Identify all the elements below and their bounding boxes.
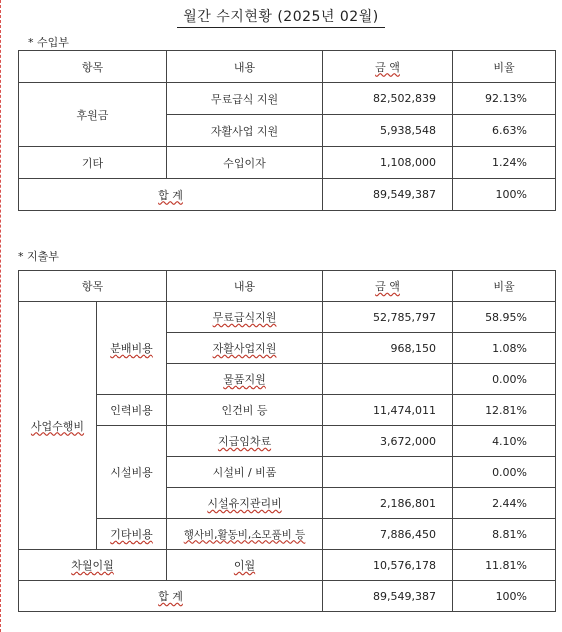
row-content: 시설비 / 비품 [167, 457, 323, 488]
subcategory-distribution: 분배비용 [97, 302, 167, 395]
table-row [19, 302, 556, 333]
row-amount [323, 364, 453, 395]
income-section-label: * 수입부 [28, 36, 69, 49]
row-content: 시설유지관리비 [167, 488, 323, 519]
row-content: 무료급식지원 [167, 302, 323, 333]
row-content: 지급임차료 [167, 426, 323, 457]
row-amount: 10,576,178 [323, 550, 453, 581]
row-amount: 2,186,801 [323, 488, 453, 519]
expense-header-row [19, 271, 556, 302]
row-ratio: 58.95% [453, 302, 556, 333]
row-content: 물품지원 [167, 364, 323, 395]
expense-total-row [19, 581, 556, 612]
row-ratio: 0.00% [453, 457, 556, 488]
row-amount: 5,938,548 [323, 115, 453, 147]
header-item: 항목 [19, 271, 167, 302]
header-ratio: 비율 [453, 271, 556, 302]
total-label: 합 계 [19, 179, 323, 211]
row-content: 자활사업 지원 [167, 115, 323, 147]
total-ratio: 100% [453, 581, 556, 612]
row-content: 인건비 등 [167, 395, 323, 426]
total-amount: 89,549,387 [323, 581, 453, 612]
header-content: 내용 [167, 271, 323, 302]
row-content: 수입이자 [167, 147, 323, 179]
header-content: 내용 [167, 51, 323, 83]
subcategory-other: 기타비용 [97, 519, 167, 550]
row-content: 행사비,활동비,소모품비 등 [167, 519, 323, 550]
row-ratio: 12.81% [453, 395, 556, 426]
row-amount: 82,502,839 [323, 83, 453, 115]
income-table [18, 50, 556, 211]
expense-table [18, 270, 556, 612]
row-item: 기타 [19, 147, 167, 179]
row-amount: 52,785,797 [323, 302, 453, 333]
page-edge-guide [0, 0, 1, 632]
table-row [19, 550, 556, 581]
row-amount: 968,150 [323, 333, 453, 364]
table-row [19, 426, 556, 457]
row-ratio: 1.24% [453, 147, 556, 179]
row-ratio: 11.81% [453, 550, 556, 581]
row-ratio: 4.10% [453, 426, 556, 457]
row-content: 자활사업지원 [167, 333, 323, 364]
table-row [19, 147, 556, 179]
row-content: 무료급식 지원 [167, 83, 323, 115]
row-amount [323, 457, 453, 488]
subcategory-facility: 시설비용 [97, 426, 167, 519]
row-amount: 11,474,011 [323, 395, 453, 426]
table-row [19, 395, 556, 426]
total-amount: 89,549,387 [323, 179, 453, 211]
expense-section-label: * 지출부 [18, 250, 59, 263]
row-item: 차월이월 [19, 550, 167, 581]
header-ratio: 비율 [453, 51, 556, 83]
header-item: 항목 [19, 51, 167, 83]
total-ratio: 100% [453, 179, 556, 211]
row-ratio: 2.44% [453, 488, 556, 519]
income-total-row [19, 179, 556, 211]
row-ratio: 0.00% [453, 364, 556, 395]
row-content: 이월 [167, 550, 323, 581]
header-amount: 금 액 [323, 271, 453, 302]
row-amount: 1,108,000 [323, 147, 453, 179]
row-amount: 7,886,450 [323, 519, 453, 550]
row-amount: 3,672,000 [323, 426, 453, 457]
category-business-expense: 사업수행비 [19, 302, 97, 550]
row-ratio: 92.13% [453, 83, 556, 115]
table-row [19, 83, 556, 115]
page-title: 월간 수지현황 (2025년 02월) [0, 6, 562, 28]
total-label: 합 계 [19, 581, 323, 612]
income-header-row [19, 51, 556, 83]
row-ratio: 6.63% [453, 115, 556, 147]
header-amount: 금 액 [323, 51, 453, 83]
income-group-donation: 후원금 [19, 83, 167, 147]
table-row [19, 519, 556, 550]
row-ratio: 1.08% [453, 333, 556, 364]
subcategory-personnel: 인력비용 [97, 395, 167, 426]
row-ratio: 8.81% [453, 519, 556, 550]
